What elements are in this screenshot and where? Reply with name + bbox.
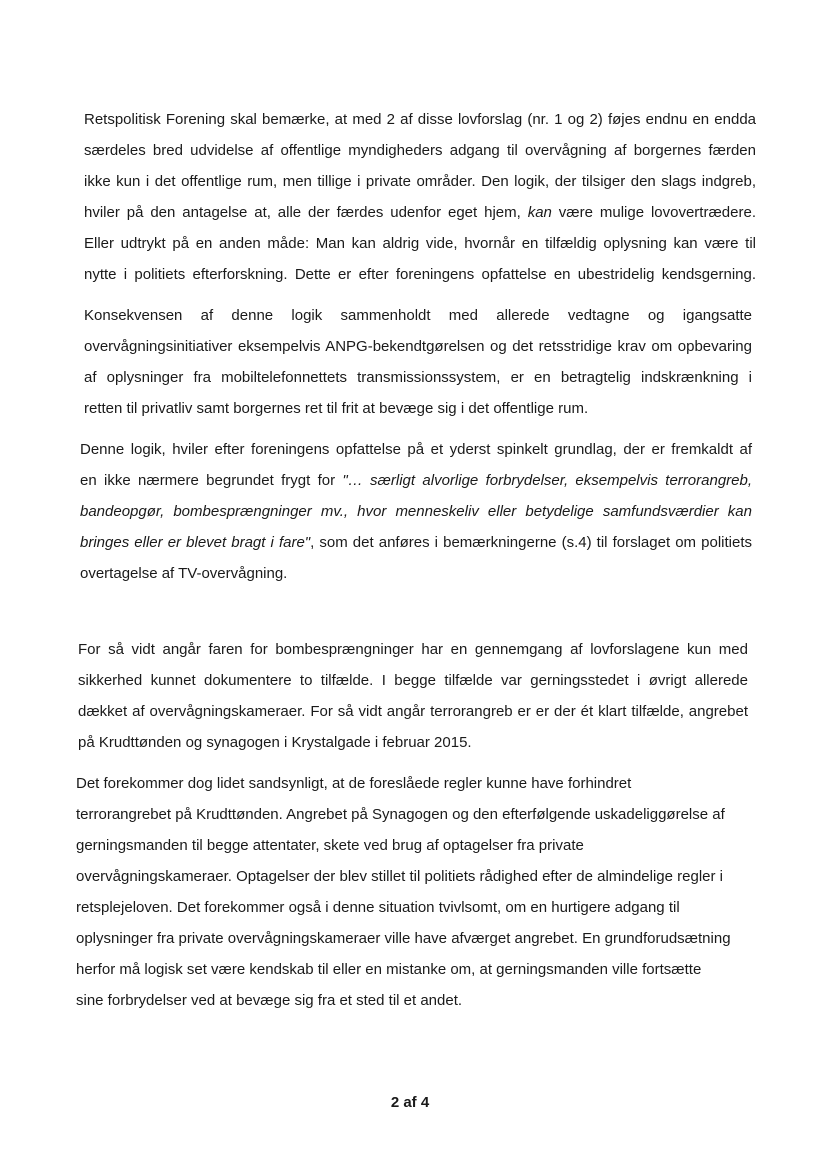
p4-line-2: sikkerhed kunnet dokumentere to tilfælde. I begge tilfælde var gerningsstedet i øvrigt allerede <box>78 672 748 689</box>
p2-line-1: Konsekvensen af denne logik sammenholdt med allerede vedtagne og igangsatte <box>84 307 752 324</box>
p4-line-4: på Krudttønden og synagogen i Krystalgade i februar 2015. <box>78 734 472 751</box>
p3-line-4 <box>80 533 752 553</box>
p3-line-2 <box>80 471 752 491</box>
p3-line-1: Denne logik, hviler efter foreningens opfattelse på et yderst spinkelt grundlag, der er fremkaldt af <box>80 441 752 458</box>
p1-line-4-emphasis: kan <box>527 204 552 221</box>
p3-line-3-quote: bandeopgør, bombesprængninger mv., hvor menneskeliv eller betydelige samfundsværdier kan <box>80 503 752 520</box>
p1-line-4-pre: hviler på den antagelse at, alle der færdes udenfor eget hjem, <box>84 204 528 221</box>
p5-line-2: terrorangrebet på Krudttønden. Angrebet på Synagogen og den efterfølgende uskadeliggørelse af <box>76 806 725 823</box>
p5-line-4: overvågningskameraer. Optagelser der blev stillet til politiets rådighed efter de almindelige regler i <box>76 868 724 885</box>
p1-line-5: Eller udtrykt på en anden måde: Man kan aldrig vide, hvornår en tilfældig oplysning kan være til <box>84 235 756 252</box>
p2-line-2: overvågningsinitiativer eksempelvis ANPG-bekendtgørelsen og det retsstridige krav om opbevaring <box>84 338 752 355</box>
p1-line-4-post: være mulige lovovertrædere. <box>551 204 756 221</box>
p5-line-8: sine forbrydelser ved at bevæge sig fra et sted til et andet. <box>76 992 463 1009</box>
p3-line-5: overtagelse af TV-overvågning. <box>80 565 288 582</box>
p1-line-6: nytte i politiets efterforskning. Dette er efter foreningens opfattelse en ubestridelig kendsgerning. <box>84 266 756 283</box>
p4-line-3: dækket af overvågningskameraer. For så vidt angår terrorangreb er er der ét klart tilfælde, angrebet <box>78 703 748 720</box>
p5-line-5: retsplejeloven. Det forekommer også i denne situation tvivlsomt, om en hurtigere adgang til <box>76 899 680 916</box>
p2-line-3: af oplysninger fra mobiltelefonnettets transmissionssystem, er en betragtelig indskrænkning i <box>84 369 752 386</box>
p2-line-4: retten til privatliv samt borgernes ret til frit at bevæge sig i det offentlige rum. <box>84 400 589 417</box>
p5-line-7: herfor må logisk set være kendskab til eller en mistanke om, at gerningsmanden ville fortsætte <box>76 961 702 978</box>
p5-line-3: gerningsmanden til begge attentater, skete ved brug af optagelser fra private <box>76 837 584 854</box>
p3-line-4-post: , som det anføres i bemærkningerne (s.4) til forslaget om politiets <box>310 534 752 551</box>
page-number: 2 af 4 <box>390 1094 430 1111</box>
p3-line-2-pre: en ikke nærmere begrundet frygt for <box>80 472 343 489</box>
p3-line-3 <box>80 502 752 522</box>
p1-line-4 <box>84 203 756 223</box>
p3-line-4-quote: bringes eller er blevet bragt i fare" <box>80 534 311 551</box>
p4-line-1: For så vidt angår faren for bombesprængninger har en gennemgang af lovforslagene kun med <box>78 641 748 658</box>
p1-line-2: særdeles bred udvidelse af offentlige myndigheders adgang til overvågning af borgernes færden <box>84 142 756 159</box>
p1-line-3: ikke kun i det offentlige rum, men tillige i private områder. Den logik, der tilsiger den slags indgreb, <box>84 173 756 190</box>
p5-line-6: oplysninger fra private overvågningskameraer ville have afværget angrebet. En grundforudsætning <box>76 930 731 947</box>
p5-line-1: Det forekommer dog lidet sandsynligt, at de foreslåede regler kunne have forhindret <box>76 775 632 792</box>
p3-line-2-quote: "… særligt alvorlige forbrydelser, eksempelvis terrorangreb, <box>342 472 753 489</box>
p1-line-1: Retspolitisk Forening skal bemærke, at med 2 af disse lovforslag (nr. 1 og 2) føjes endnu en endda <box>84 111 756 128</box>
